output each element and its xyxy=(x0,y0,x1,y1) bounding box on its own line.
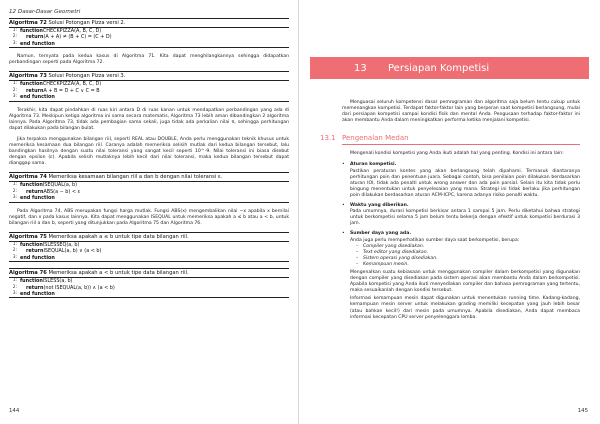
algo-line: 1: function ISLESSEQ(a, b) xyxy=(12,241,80,248)
algo-line: 3: end function xyxy=(12,291,55,297)
bullet-text: Pada umumnya, durasi kompetisi berkisar antara 1 sampai 5 jam. Perlu diketahui bahwa strategi untuk berkompetisi selama 5 jam belum tentu bekerja dengan efektif untuk kompetisi berdurasi 3 jam. xyxy=(350,209,580,227)
paragraph: Jika terpaksa menggunakan bilangan riil, seperti REAL atau DOUBLE, Anda perlu menggunakan teknik khusus untuk memeriksa kesamaan dua bilangan riil. Caranya adalah memeriksa selisih mutlak dari kedua bilangan tersebut, lalu bandingkan hasilnya dengan suatu nilai toleransi yang sangat kecil seperti 10^-9. Nilai toleransi ini biasa disebut dengan epsilon (ε). Apabila selisih mutlaknya lebih kecil dari nilai toleransi, maka kedua bilangan tersebut dapat dianggap sama. xyxy=(9,137,289,167)
bullet-text: Anda juga perlu memperhatikan sumber daya saat berkompetisi, berupa: xyxy=(350,237,520,243)
sub-item: – Compiler yang disediakan. xyxy=(356,243,425,249)
algo-line: 1: function CHECKPIZZA(A, B, C, D) xyxy=(12,81,102,88)
page-number: 144 xyxy=(9,408,20,414)
bullet-icon: • xyxy=(342,231,345,237)
algo-caption: Memeriksa kesamaan bilangan riil a dan b dengan nilai toleransi ε. xyxy=(48,174,223,181)
chapter-banner xyxy=(310,57,589,79)
bullet-text: Pastikan peraturan kontes yang akan berlangsung telah dipahami. Termasuk diantaranya perhitungan poin dan penentuan juara. Sebagai contoh, bisa penilaian poin dilakukan berdasarkan aturan IOI, tidak ada penalti untuk wrong answer dan ada poin parsial. Selain itu kita tidak perlu bingung menentukan untuk penyelesaian yang mana. Strategi ini tidak berlaku jika perhitungan poin dilakukan berdasarkan aturan ACM-ICPC, karena adanya risiko penalti waktu. xyxy=(350,168,580,198)
chapter-title: Persiapan Kompetisi xyxy=(388,62,490,74)
sub-item: – Kemampuan mesin. xyxy=(356,261,409,267)
section-intro: Mengenali kondisi kompetisi yang Anda ikuti adalah hal yang penting. Kondisi ini antara lain: xyxy=(350,151,564,157)
algo-label: Algoritma 75 xyxy=(9,233,47,240)
algo-line: 1: function ISEQUAL(a, b) xyxy=(12,182,78,189)
paragraph: Terakhir, kita dapat pindahkan di ruas kiri antara D di ruas kanan untuk mendapatkan perbandingan yang ada di Algoritma 73. Meskipun ketiga algoritma ini sama secara matematis, Algoritma 73 lebih aman dibandingkan 2 algoritma lainnya. Pada Algoritma 73, tidak ada pembagian sama sekali, juga tidak ada perkalian nilai π, sehingga perhitungan dapat dilakukan pada bilangan bulat. xyxy=(9,107,289,131)
chapter-number: 13 xyxy=(354,62,367,74)
right-page xyxy=(299,0,600,424)
sub-item: – Sistem operasi yang disediakan. xyxy=(356,255,438,261)
list-item xyxy=(342,231,580,320)
chapter-intro: Menguasai seluruh kompetensi dasar pemrograman dan algoritma saja belum tentu cukup untuk memenangkan kompetisi. Terdapat faktor-faktor lain yang berperan saat kompetisi berlangsung, mulai dari persiapan kompetisi sampai kondisi fisik dan mental Anda. Pengusaan terhadap faktor-faktor ini akan membantu Anda dalam meningkatkan performa ketika menjalani kompetisi. xyxy=(342,100,580,124)
algorithm-72 xyxy=(9,18,289,48)
left-page xyxy=(0,0,299,424)
algo-line: 3: end function xyxy=(12,94,55,101)
paragraph: Pada Algoritma 74, ABS merupakan fungsi harga mutlak. Fungsi ABS(x) mengembalikan nilai −x apabila x bernilai negatif, dan x pada kasus lainnya. Kita dapat menggunakan ISEQUAL untuk memeriksa apakah a ≤ b atau a < b, untuk bilangan riil a dan b, seperti yang ditunjukkan pada Algoritma 75 dan Algoritma 76. xyxy=(9,208,289,226)
algo-label: Algoritma 74 xyxy=(9,174,47,181)
algo-line: 3: end function xyxy=(12,40,55,47)
dash-icon: – xyxy=(356,261,359,267)
algo-label: Algoritma 72 xyxy=(9,20,47,26)
algorithm-73 xyxy=(9,71,289,101)
section-title: Pengenalan Medan xyxy=(342,134,409,143)
dash-icon: – xyxy=(356,243,359,249)
bullet-text: Mengenalkan suatu kebiasaan untuk menggunakan compiler dalam berkompetisi yang digunakan dengan compiler yang disediakan pada sistem operasi akan membantu Anda dalam berkompetisi. Apabila kompetisi yang Anda ikuti menyediakan compiler dan bahasa pemrograman yang tertentu, maka sesuaikanlah dengan kondisi tersebut. xyxy=(350,269,580,294)
algo-caption: Solusi Potongan Pizza versi 3. xyxy=(48,73,126,80)
sub-item: – Text editor yang disediakan. xyxy=(356,249,429,255)
page-number: 145 xyxy=(577,408,588,414)
bullet-title: Aturan kompetisi. xyxy=(350,162,397,168)
running-head: 12 Dasar-Dasar Geometri xyxy=(9,9,81,15)
bullet-title: Waktu yang diberikan. xyxy=(350,203,409,209)
list-item xyxy=(342,203,580,227)
algo-line: 2: return (A + A) ≠ (B + C) = (C + D) xyxy=(12,34,112,41)
algo-line: 1: function CHECKPIZZA(A, B, C, D) xyxy=(12,28,102,34)
algo-label: Algoritma 76 xyxy=(9,270,47,277)
dash-icon: – xyxy=(356,255,359,261)
algo-line: 2: return A + B = D + C ∨ C = B xyxy=(12,87,100,94)
algorithm-76 xyxy=(9,268,289,298)
algo-line: 1: function ISLESS(a, b) xyxy=(12,278,73,285)
algo-caption: Solusi Potongan Pizza versi 2. xyxy=(48,20,126,26)
algo-line: 3: end function xyxy=(12,254,55,261)
algorithm-75 xyxy=(9,232,289,262)
algo-line: 3: end function xyxy=(12,195,55,202)
algo-caption: Memeriksa apakah a ≤ b untuk tipe data bilangan riil. xyxy=(48,233,189,240)
bullet-icon: • xyxy=(342,162,345,168)
section-number: 13.1 xyxy=(320,134,336,143)
dash-icon: – xyxy=(356,249,359,255)
list-item xyxy=(342,162,580,199)
sub-list xyxy=(350,244,580,268)
algo-label: Algoritma 73 xyxy=(9,73,47,80)
left-content xyxy=(9,18,289,304)
algorithm-74 xyxy=(9,172,289,202)
algo-line: 2: return (not ISEQUAL(a, b)) ∧ (a < b) xyxy=(12,284,115,291)
section-heading xyxy=(320,134,580,145)
bullet-icon: • xyxy=(342,203,345,209)
bullet-text: Informasi kemampuan mesin dapat digunakan untuk menentukan running time. Kadang-kadang, kemampuan mesin server untuk melakukan grading memiliki kecepatan yang jauh lebih besar (atau bahkan kecil!) dari mesin pada umumnya. Apabila disediakan, Anda dapat membaca informasi kecepatan CPU server penyelenggara lomba. xyxy=(350,296,580,320)
right-content xyxy=(320,100,580,325)
algo-line: 2: return ISEQUAL(a, b) ∨ (a < b) xyxy=(12,248,102,255)
algo-line: 2: return ABS(a − b) < ε xyxy=(12,188,81,195)
bullet-title: Sumber daya yang ada. xyxy=(350,231,412,237)
algo-caption: Memeriksa apakah a < b untuk tipe data bilangan riil. xyxy=(48,270,189,277)
paragraph: Namun, ternyata pada kedua kasus di Algoritma 71. Kita dapat menghilangkannya sehingga didapatkan perbandingan seperti pada Algoritma 72. xyxy=(9,54,289,66)
